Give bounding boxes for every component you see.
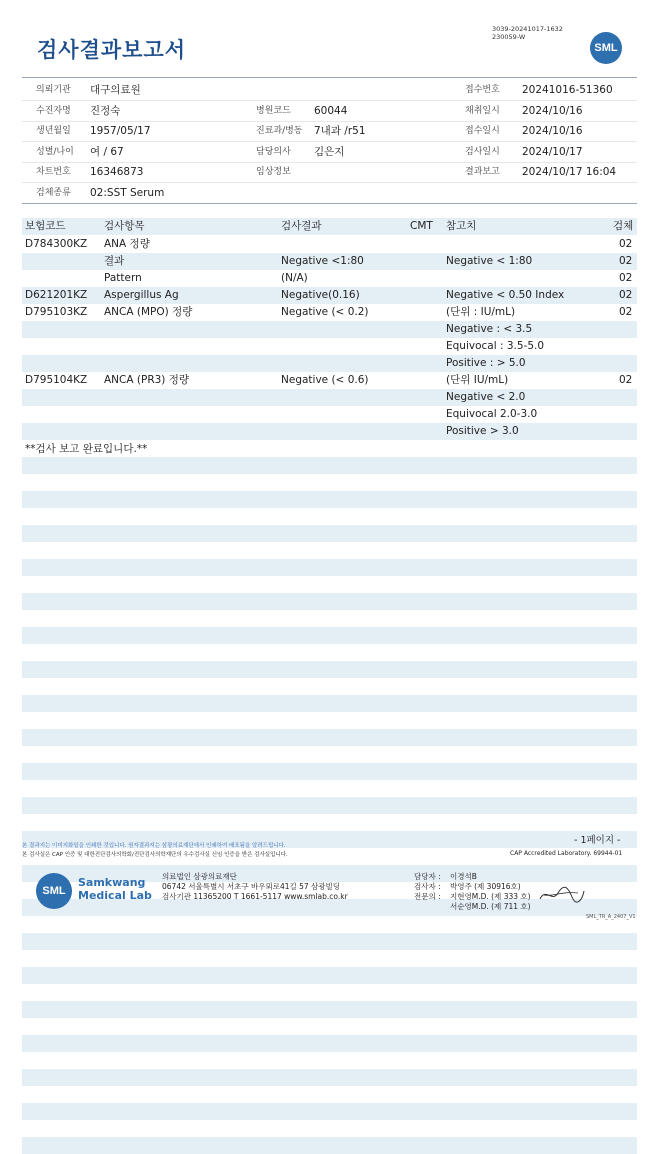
empty-stripe <box>22 933 637 950</box>
result-row <box>22 355 637 372</box>
result-row <box>22 304 637 321</box>
report-title: 검사결과보고서 <box>37 38 187 62</box>
cell-code: D795103KZ <box>25 306 88 318</box>
cell-item: ANA 정량 <box>104 238 150 250</box>
sml-logo: SML <box>590 32 622 64</box>
report-id-line-2: 230059-W <box>492 33 526 41</box>
cell-result: Negative <1:80 <box>281 255 364 267</box>
header-value: 1957/05/17 <box>90 125 151 138</box>
staff-row: 담당자 : 이경석B <box>414 872 477 881</box>
cell-ref: Equivocal 2.0-3.0 <box>446 408 538 420</box>
cell-specimen: 02 <box>619 255 633 267</box>
header-value: 대구의료원 <box>90 84 141 96</box>
result-row <box>22 236 637 253</box>
header-label: 생년월일 <box>36 126 71 137</box>
cell-ref: Negative : < 3.5 <box>446 323 533 335</box>
col-item-header: 검사항목 <box>104 220 145 232</box>
result-row <box>22 338 637 355</box>
staff-block <box>414 872 531 912</box>
result-row <box>22 287 637 304</box>
cell-ref: Negative < 1:80 <box>446 255 533 267</box>
header-label: 접수번호 <box>465 85 500 95</box>
header-label: 병원코드 <box>256 105 291 116</box>
cell-result: Negative (< 0.6) <box>281 374 369 386</box>
empty-stripe <box>22 695 637 712</box>
result-row <box>22 321 637 338</box>
col-ref-header: 참고치 <box>446 220 477 232</box>
empty-stripe <box>22 967 637 984</box>
result-row <box>22 423 637 440</box>
cell-item: Pattern <box>104 272 142 284</box>
header-label: 성별/나이 <box>36 146 74 157</box>
staff-row: 서순영M.D. (제 711 호) <box>450 902 531 911</box>
lab-info-line-2: 06742 서울특별시 서초구 바우뫼로41길 57 삼광빌딩 <box>162 882 341 891</box>
cell-ref: (단위 IU/mL) <box>446 374 509 386</box>
result-row <box>22 253 637 270</box>
cell-ref: (단위 : IU/mL) <box>446 306 516 318</box>
header-bottom-rule <box>22 203 637 204</box>
report-id-line-1: 3039-20241017-1632 <box>492 25 563 33</box>
header-value: 2024/10/16 <box>522 104 583 117</box>
empty-stripe <box>22 1069 637 1086</box>
footer-sml-logo: SML <box>36 873 72 909</box>
cell-specimen: 02 <box>619 272 633 284</box>
report-id-code <box>492 25 563 41</box>
cell-code: D621201KZ <box>25 289 88 301</box>
col-result-header: 검사결과 <box>281 220 322 232</box>
empty-stripe <box>22 797 637 814</box>
lab-info <box>162 872 348 902</box>
header-value: 진정숙 <box>90 104 121 117</box>
empty-stripe <box>22 661 637 678</box>
result-row <box>22 389 637 406</box>
header-label: 결과보고 <box>465 167 500 178</box>
cell-item: ANCA (MPO) 정량 <box>104 306 193 318</box>
header-value: 2024/10/17 <box>522 145 583 158</box>
header-label: 차트번호 <box>36 167 71 178</box>
cell-specimen: 02 <box>619 374 633 386</box>
signature-image <box>538 883 586 905</box>
report-complete-note: **검사 보고 완료입니다.** <box>25 443 148 455</box>
empty-stripe <box>22 1035 637 1052</box>
empty-stripe <box>22 1001 637 1018</box>
header-value: 02:SST Serum <box>90 187 165 199</box>
cell-specimen: 02 <box>619 306 633 318</box>
cell-item: ANCA (PR3) 정량 <box>104 374 190 386</box>
cell-code: D784300KZ <box>25 238 88 250</box>
header-value: 김은지 <box>314 145 345 158</box>
empty-stripe <box>22 729 637 746</box>
empty-stripe <box>22 525 637 542</box>
header-label: 담당의사 <box>256 146 291 157</box>
empty-stripe <box>22 559 637 576</box>
empty-stripe <box>22 627 637 644</box>
result-row <box>22 270 637 287</box>
empty-stripe <box>22 1137 637 1154</box>
footnote-accreditation: 본 검사실은 CAP 인증 및 대한진단검사의학회/진단검사의학재단의 우수검사실 신임 인증을 받은 검사실입니다. <box>22 852 288 858</box>
cell-specimen: 02 <box>619 289 633 301</box>
result-row <box>22 372 637 389</box>
staff-row: 전문의 : 지현영M.D. (제 333 호) <box>414 892 531 901</box>
header-value: 7내과 /r51 <box>314 125 366 138</box>
cell-specimen: 02 <box>619 238 633 250</box>
form-code: SML_TR_A_2407_V1 <box>586 914 636 920</box>
empty-stripe <box>22 763 637 780</box>
header-value: 20241016-51360 <box>522 84 613 96</box>
cell-item: 결과 <box>104 255 125 267</box>
header-label: 검체종류 <box>36 188 71 198</box>
header-value: 2024/10/16 <box>522 125 583 138</box>
lab-name-line-2: Medical Lab <box>78 889 152 902</box>
lab-name-line-1: Samkwang <box>78 876 146 889</box>
results-table-header <box>22 218 637 235</box>
cell-ref: Positive : > 5.0 <box>446 357 526 369</box>
header-top-rule <box>22 77 637 78</box>
cap-accreditation: CAP Accredited Laboratory. 69944-01 <box>510 850 623 857</box>
lab-name <box>78 876 152 902</box>
cell-ref: Positive > 3.0 <box>446 425 519 437</box>
header-label: 채취일시 <box>465 105 500 116</box>
staff-row: 검사자 : 박영주 (제 30916호) <box>414 882 521 891</box>
result-row <box>22 406 637 423</box>
cell-ref: Equivocal : 3.5-5.0 <box>446 340 545 352</box>
empty-stripe <box>22 1103 637 1120</box>
col-specimen-header: 검체 <box>613 220 634 232</box>
empty-stripe <box>22 593 637 610</box>
footnote-image-notice: 본 결과지는 이미지화일을 인쇄한 것입니다. 원자결과지는 삼광의료재단에서 인쇄하여 배포됨을 알려드립니다. <box>22 843 286 849</box>
header-value: 60044 <box>314 104 348 117</box>
header-value: 여 / 67 <box>90 145 124 158</box>
header-label: 진료과/병동 <box>256 126 303 137</box>
lab-info-line-3: 검사기관 11365200 T 1661-5117 www.smlab.co.kr <box>162 892 348 901</box>
cell-item: Aspergillus Ag <box>104 289 179 301</box>
header-label: 검사일시 <box>465 146 500 157</box>
cell-ref: Negative < 2.0 <box>446 391 526 403</box>
cell-ref: Negative < 0.50 Index <box>446 289 565 301</box>
cell-result: Negative (< 0.2) <box>281 306 369 318</box>
header-value: 2024/10/17 16:04 <box>522 166 617 179</box>
empty-stripe <box>22 457 637 474</box>
header-label: 의뢰기관 <box>36 85 71 95</box>
col-code-header: 보험코드 <box>25 220 66 232</box>
cell-result: (N/A) <box>281 272 308 284</box>
lab-info-line-1: 의료법인 삼광의료재단 <box>162 872 237 881</box>
cell-code: D795104KZ <box>25 374 88 386</box>
empty-stripe <box>22 491 637 508</box>
page-number: - 1페이지 - <box>574 835 621 846</box>
header-label: 수진자명 <box>36 105 71 116</box>
header-label: 접수일시 <box>465 126 500 137</box>
cell-result: Negative(0.16) <box>281 289 360 301</box>
header-value: 16346873 <box>90 166 144 179</box>
header-label: 임상정보 <box>256 167 291 178</box>
col-cmt-header: CMT <box>410 220 433 232</box>
